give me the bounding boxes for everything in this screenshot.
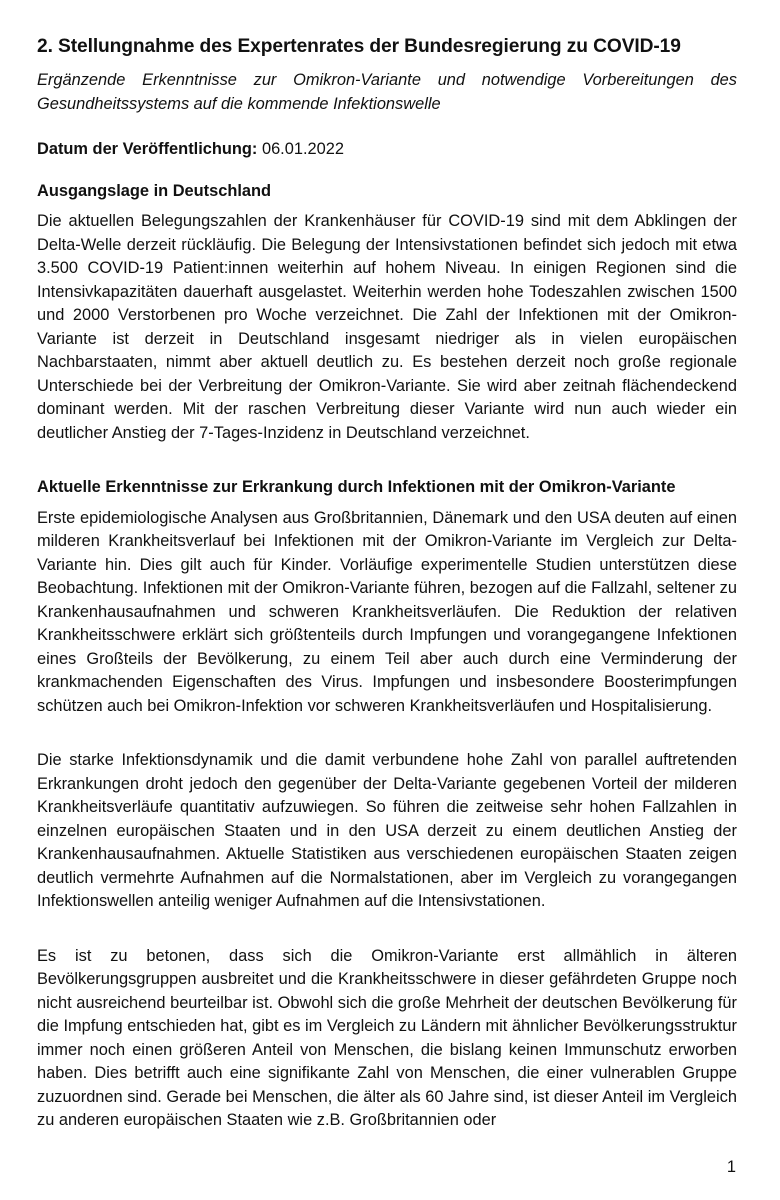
paragraph-erkenntnisse-2: Die starke Infektionsdynamik und die damit verbundene hohe Zahl von parallel auftretenden Erkrankungen droht jedoch den gegenüber der Delta-Variante gegebenen Vorteil der milderen Krankheitsverläufe quantitativ aufzuwiegen. So führen die zeitweise sehr hohen Fallzahlen in einzelnen europäischen Staaten und in den USA derzeit zu einem deutlichen Anstieg der Krankenhausaufnahmen. Aktuelle Statistiken aus verschiedenen europäischen Staaten zeigen deutlich vermehrte Aufnahmen auf die Normalstationen, aber im Vergleich zu vorangegangen Infektionswellen anteilig weniger Aufnahmen auf die Intensivstationen. (37, 751, 737, 910)
page-number: 1 (726, 1158, 736, 1176)
paragraph-ausgangslage: Die aktuellen Belegungszahlen der Krankenhäuser für COVID-19 sind mit dem Abklingen der Delta-Welle derzeit rückläufig. Die Belegung der Intensivstationen befindet sich jedoch mit etwa 3.500 COVID-19 Patient:innen weiterhin auf hohem Niveau. In einigen Regionen sind die Intensivkapazitäten dauerhaft ausgelastet. Weiterhin werden hohe Todeszahlen zwischen 1500 und 2000 Verstorbenen pro Woche verzeichnet. Die Zahl der Infektionen mit der Omikron-Variante ist derzeit in Deutschland insgesamt niedriger als in vielen europäischen Nachbarstaaten, nimmt aber aktuell deutlich zu. Es bestehen derzeit noch große regionale Unterschiede bei der Verbreitung der Omikron-Variante. Sie wird aber zeitnah flächendeckend dominant werden. Mit der raschen Verbreitung dieser Variante wird nun auch wieder ein deutlicher Anstieg der 7-Tages-Inzidenz in Deutschland verzeichnet. (37, 212, 737, 442)
publication-date-label: Datum der Veröffentlichung: (37, 140, 258, 158)
section-heading-ausgangslage: Ausgangslage in Deutschland (37, 181, 272, 200)
publication-date-line (37, 138, 737, 162)
paragraph-erkenntnisse-1: Erste epidemiologische Analysen aus Großbritannien, Dänemark und den USA deuten auf einen milderen Krankheitsverlauf bei Infektionen mit der Omikron-Variante im Vergleich zur Delta-Variante hin. Dies gilt auch für Kinder. Vorläufige experimentelle Studien unterstützen diese Beobachtung. Infektionen mit der Omikron-Variante führen, bezogen auf die Fallzahl, seltener zu Krankenhausaufnahmen und schweren Krankheitsverläufen. Die Reduktion der relativen Krankheitsschwere erklärt sich größtenteils durch Impfungen und vorangegangene Infektionen eines Großteils der Bevölkerung, zu einem Teil aber auch durch eine Verminderung der krankmachenden Eigenschaften des Virus. Impfungen und insbesondere Boosterimpfungen schützen auch bei Omikron-Infektion vor schweren Krankheitsverläufen und Hospitalisierung. (37, 508, 737, 715)
publication-date-value: 06.01.2022 (261, 140, 344, 158)
document-page (37, 34, 737, 1153)
paragraph-erkenntnisse-3: Es ist zu betonen, dass sich die Omikron-Variante erst allmählich in älteren Bevölkerungsgruppen ausbreitet und die Krankheitsschwere in dieser gefährdeten Gruppe noch nicht ausreichend beurteilbar ist. Obwohl sich die große Mehrheit der deutschen Bevölkerung für die Impfung entschieden hat, gibt es im Vergleich zu Ländern mit ähnlicher Bevölkerungsstruktur immer noch einen größeren Anteil von Menschen, die bislang keinen Immunschutz erworben haben. Dies betrifft auch eine signifikante Zahl von Menschen, die einer vulnerablen Gruppe zuzuordnen sind. Gerade bei Menschen, die älter als 60 Jahre sind, ist dieser Anteil im Vergleich zu anderen europäischen Staaten wie z.B. Großbritannien oder (37, 946, 737, 1129)
document-subtitle: Ergänzende Erkenntnisse zur Omikron-Variante und notwendige Vorbereitungen des Gesundheitssystems auf die kommende Infektionswelle (37, 71, 737, 113)
document-title: 2. Stellungnahme des Expertenrates der Bundesregierung zu COVID-19 (37, 36, 681, 57)
section-heading-erkenntnisse: Aktuelle Erkenntnisse zur Erkrankung durch Infektionen mit der Omikron-Variante (37, 478, 676, 496)
